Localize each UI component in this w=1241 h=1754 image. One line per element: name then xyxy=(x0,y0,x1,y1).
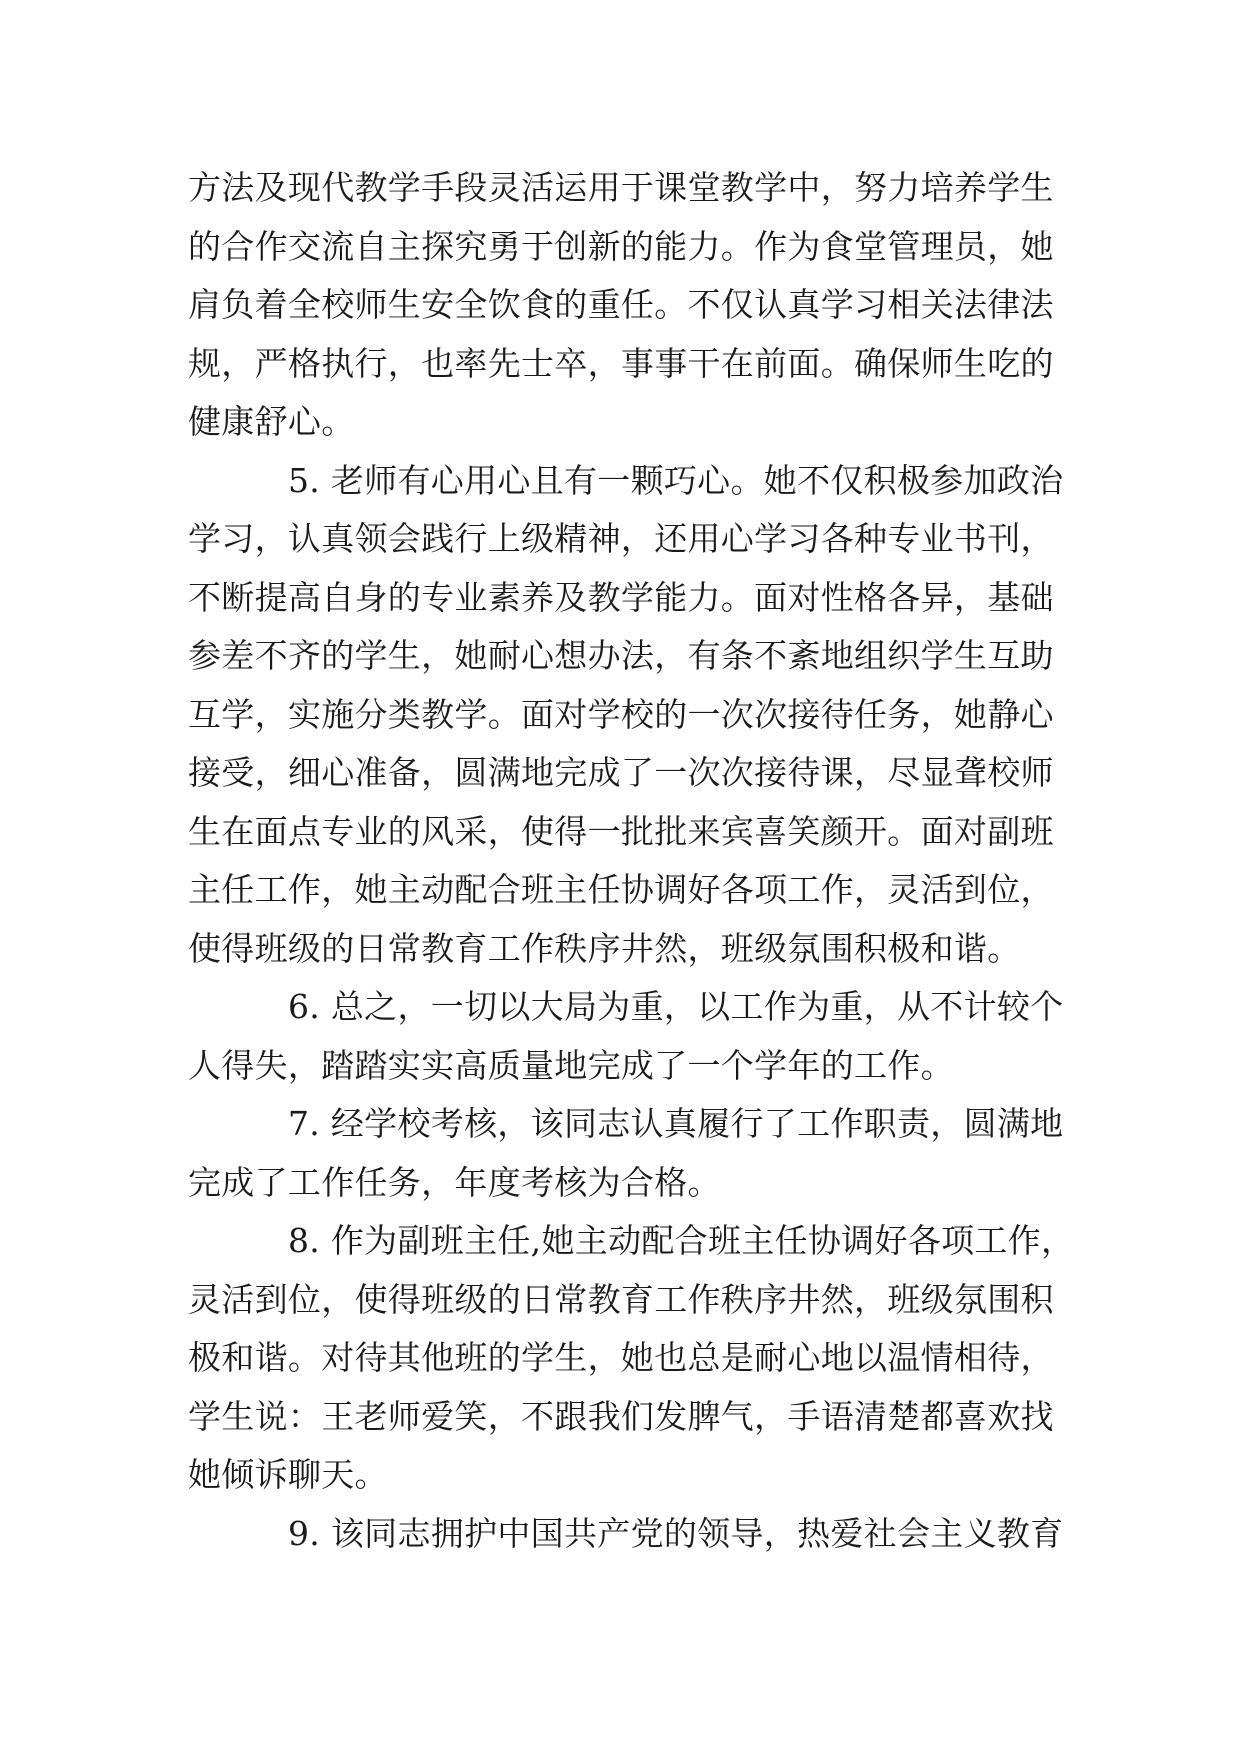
text-line: 健康舒心。 xyxy=(188,402,355,441)
text-line: 她倾诉聊天。 xyxy=(188,1455,388,1494)
text-line: 7. 经学校考核，该同志认真履行了工作职责，圆满地 xyxy=(288,1104,1064,1143)
text-line: 生在面点专业的风采，使得一批批来宾喜笑颜开。面对副班 xyxy=(188,811,1054,851)
paragraph-7 xyxy=(188,1095,1064,1212)
text-line: 方法及现代教学手段灵活运用于课堂教学中，努力培养学生 xyxy=(188,168,1054,207)
text-line: 5. 老师有心用心且有一颗巧心。她不仅积极参加政治 xyxy=(288,460,1064,500)
text-line: 8. 作为副班主任,她主动配合班主任协调好各项工作， xyxy=(288,1221,1075,1260)
text-line: 肩负着全校师生安全饮食的重任。不仅认真学习相关法律法 xyxy=(188,285,1054,324)
text-line: 规，严格执行，也率先士卒，事事干在前面。确保师生吃的 xyxy=(188,343,1054,383)
text-line: 的合作交流自主探究勇于创新的能力。作为食堂管理员，她 xyxy=(188,226,1054,266)
text-line: 6. 总之，一切以大局为重，以工作为重，从不计较个 xyxy=(288,987,1064,1026)
text-line: 互学，实施分类教学。面对学校的一次次接待任务，她静心 xyxy=(188,694,1054,734)
text-line: 主任工作，她主动配合班主任协调好各项工作，灵活到位， xyxy=(188,870,1054,909)
text-line: 学习，认真领会践行上级精神，还用心学习各种专业书刊， xyxy=(188,519,1054,558)
text-line: 完成了工作任务，年度考核为合格。 xyxy=(188,1162,721,1202)
text-line: 接受，细心准备，圆满地完成了一次次接待课，尽显聋校师 xyxy=(188,753,1054,792)
text-line: 灵活到位，使得班级的日常教育工作秩序井然，班级氛围积 xyxy=(188,1279,1054,1319)
text-line: 人得失，踏踏实实高质量地完成了一个学年的工作。 xyxy=(188,1045,954,1085)
text-line: 使得班级的日常教育工作秩序井然，班级氛围积极和谐。 xyxy=(188,928,1021,968)
paragraph-8 xyxy=(188,1212,1075,1505)
document-body xyxy=(188,159,1075,1563)
paragraph-5 xyxy=(188,452,1064,979)
text-line: 9. 该同志拥护中国共产党的领导，热爱社会主义教育 xyxy=(288,1513,1064,1553)
text-line: 参差不齐的学生，她耐心想办法，有条不紊地组织学生互助 xyxy=(188,636,1054,675)
text-line: 不断提高自身的专业素养及教学能力。面对性格各异，基础 xyxy=(188,577,1054,617)
paragraph-9 xyxy=(188,1505,1064,1564)
paragraph-continuation xyxy=(188,159,1053,452)
text-line: 极和谐。对待其他班的学生，她也总是耐心地以温情相待， xyxy=(188,1338,1054,1377)
text-line: 学生说：王老师爱笑，不跟我们发脾气，手语清楚都喜欢找 xyxy=(188,1396,1054,1436)
paragraph-6 xyxy=(188,978,1064,1095)
